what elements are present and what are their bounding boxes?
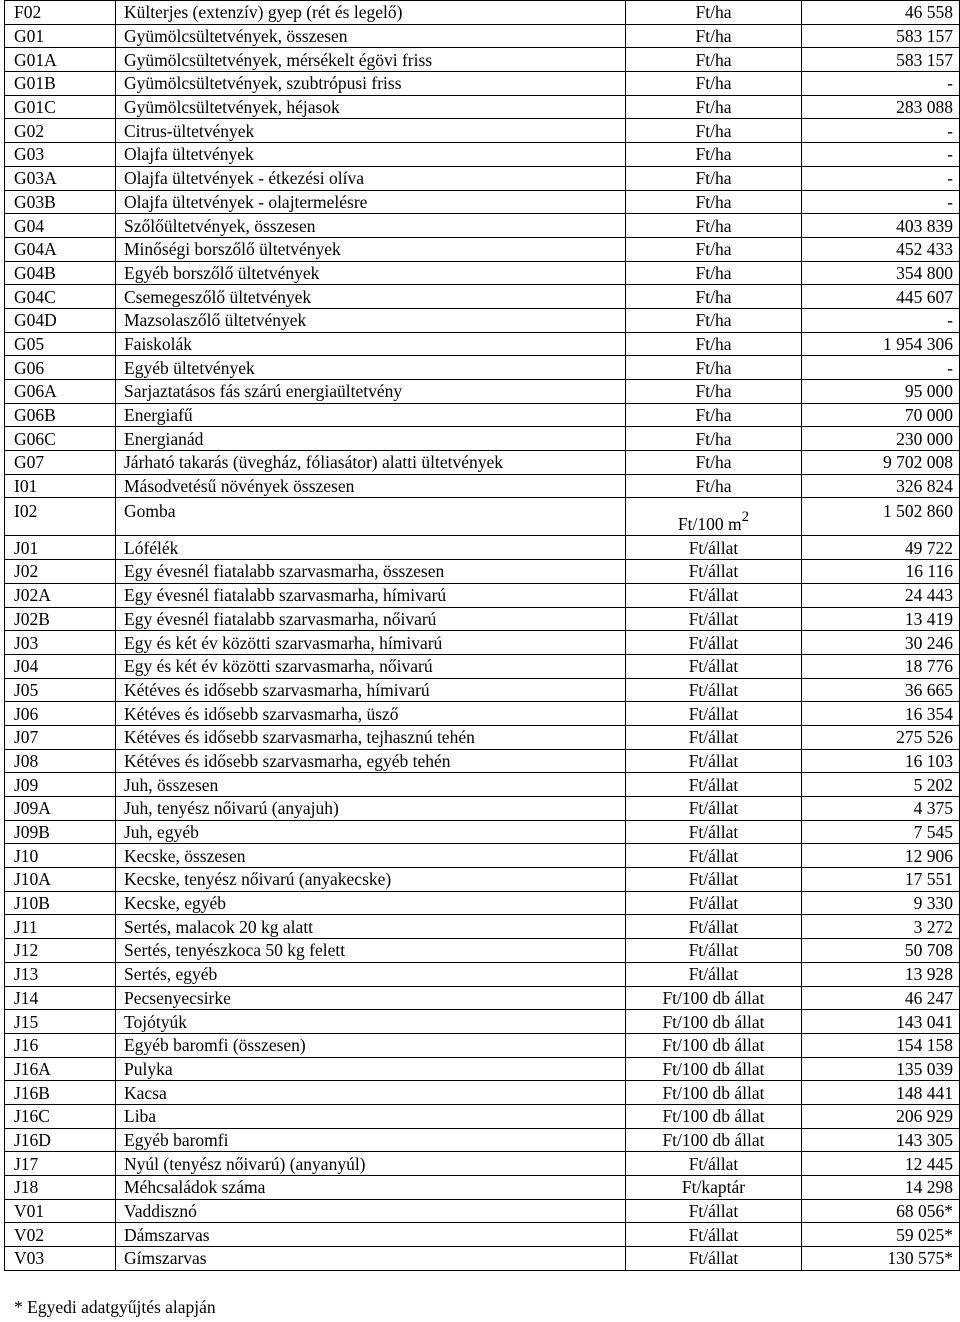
row-value-cell: - [802, 72, 960, 96]
row-unit-cell: Ft/állat [626, 560, 802, 584]
row-name-cell: Egy évesnél fiatalabb szarvasmarha, hímivarú [116, 583, 626, 607]
row-unit-cell: Ft/állat [626, 1152, 802, 1176]
row-unit-cell: Ft/100 db állat [626, 1081, 802, 1105]
row-value-cell: 46 247 [802, 986, 960, 1010]
row-code-cell: J16D [5, 1128, 116, 1152]
row-code-cell: G03B [5, 190, 116, 214]
table-row [5, 214, 960, 238]
row-value-cell: 12 445 [802, 1152, 960, 1176]
row-name-cell: Olajfa ültetvények [116, 143, 626, 167]
table-row [5, 1081, 960, 1105]
row-unit-cell: Ft/állat [626, 962, 802, 986]
table-row [5, 285, 960, 309]
row-unit-cell: Ft/ha [626, 308, 802, 332]
row-name-cell: Pulyka [116, 1057, 626, 1081]
row-name-cell: Kétéves és idősebb szarvasmarha, üsző [116, 702, 626, 726]
row-value-cell: 30 246 [802, 631, 960, 655]
row-name-cell: Lófélék [116, 536, 626, 560]
footnote: * Egyedi adatgyűjtés alapján [14, 1297, 216, 1317]
table-row [5, 654, 960, 678]
table-row [5, 356, 960, 380]
row-value-cell: - [802, 308, 960, 332]
row-unit-cell: Ft/ha [626, 143, 802, 167]
row-value-cell: 1 954 306 [802, 332, 960, 356]
row-code-cell: G04C [5, 285, 116, 309]
row-code-cell: G05 [5, 332, 116, 356]
row-code-cell: V02 [5, 1223, 116, 1247]
table-row [5, 48, 960, 72]
row-name-cell: Egy és két év közötti szarvasmarha, hímivarú [116, 631, 626, 655]
table-row [5, 797, 960, 821]
row-value-cell: 7 545 [802, 820, 960, 844]
row-code-cell: G04D [5, 308, 116, 332]
table-row [5, 702, 960, 726]
row-unit-cell: Ft/állat [626, 915, 802, 939]
row-code-cell: J11 [5, 915, 116, 939]
row-name-cell: Sertés, egyéb [116, 962, 626, 986]
table-row [5, 1247, 960, 1271]
row-unit-cell: Ft/állat [626, 797, 802, 821]
row-unit-cell: Ft/ha [626, 356, 802, 380]
row-value-cell: 283 088 [802, 95, 960, 119]
row-value-cell: 275 526 [802, 725, 960, 749]
row-value-cell: - [802, 190, 960, 214]
row-unit-cell: Ft/ha [626, 261, 802, 285]
row-code-cell: G06B [5, 403, 116, 427]
row-unit-cell: Ft/kaptár [626, 1176, 802, 1200]
row-name-cell: Olajfa ültetvények - olajtermelésre [116, 190, 626, 214]
row-code-cell: G06C [5, 427, 116, 451]
row-unit-cell: Ft/ha [626, 285, 802, 309]
row-name-cell: Mazsolaszőlő ültetvények [116, 308, 626, 332]
row-name-cell: Egy évesnél fiatalabb szarvasmarha, összesen [116, 560, 626, 584]
row-unit-cell: Ft/ha [626, 451, 802, 475]
table-row [5, 72, 960, 96]
row-unit-cell: Ft/állat [626, 773, 802, 797]
row-name-cell: Gomba [116, 498, 626, 536]
table-row [5, 607, 960, 631]
row-code-cell: V03 [5, 1247, 116, 1271]
row-name-cell: Egyéb baromfi [116, 1128, 626, 1152]
table-row [5, 820, 960, 844]
row-value-cell: 403 839 [802, 214, 960, 238]
table-row [5, 560, 960, 584]
row-name-cell: Csemegeszőlő ültetvények [116, 285, 626, 309]
row-name-cell: Minőségi borszőlő ültetvények [116, 237, 626, 261]
row-code-cell: G01 [5, 24, 116, 48]
row-name-cell: Energianád [116, 427, 626, 451]
row-value-cell: 13 928 [802, 962, 960, 986]
row-code-cell: G03A [5, 166, 116, 190]
row-name-cell: Külterjes (extenzív) gyep (rét és legelő) [116, 1, 626, 25]
row-code-cell: I02 [5, 498, 116, 536]
row-value-cell: 143 041 [802, 1010, 960, 1034]
row-name-cell: Kecske, egyéb [116, 891, 626, 915]
row-code-cell: J03 [5, 631, 116, 655]
row-value-cell: 9 330 [802, 891, 960, 915]
standard-output-table [4, 0, 960, 1271]
row-code-cell: G01A [5, 48, 116, 72]
table-row [5, 95, 960, 119]
row-value-cell: 13 419 [802, 607, 960, 631]
table-row [5, 1128, 960, 1152]
row-name-cell: Kétéves és idősebb szarvasmarha, egyéb tehén [116, 749, 626, 773]
row-code-cell: J02B [5, 607, 116, 631]
row-value-cell: - [802, 356, 960, 380]
row-code-cell: J06 [5, 702, 116, 726]
row-value-cell: 36 665 [802, 678, 960, 702]
table-row [5, 1152, 960, 1176]
table-row [5, 237, 960, 261]
row-code-cell: J04 [5, 654, 116, 678]
row-name-cell: Pecsenyecsirke [116, 986, 626, 1010]
table-row [5, 749, 960, 773]
row-unit-cell: Ft/100 db állat [626, 1104, 802, 1128]
row-value-cell: 95 000 [802, 380, 960, 404]
row-unit-cell: Ft/állat [626, 844, 802, 868]
row-value-cell: 70 000 [802, 403, 960, 427]
row-name-cell: Citrus-ültetvények [116, 119, 626, 143]
row-name-cell: Energiafű [116, 403, 626, 427]
row-value-cell: 230 000 [802, 427, 960, 451]
row-unit-cell: Ft/ha [626, 332, 802, 356]
table-row [5, 868, 960, 892]
row-unit-cell: Ft/állat [626, 702, 802, 726]
table-row [5, 1223, 960, 1247]
table-row [5, 1, 960, 25]
row-unit-cell: Ft/állat [626, 678, 802, 702]
row-name-cell: Kétéves és idősebb szarvasmarha, tejhasznú tehén [116, 725, 626, 749]
row-name-cell: Sertés, malacok 20 kg alatt [116, 915, 626, 939]
row-code-cell: J10B [5, 891, 116, 915]
row-value-cell: 18 776 [802, 654, 960, 678]
row-unit-cell: Ft/állat [626, 749, 802, 773]
table-row [5, 498, 960, 536]
row-unit-cell: Ft/100 db állat [626, 1033, 802, 1057]
row-code-cell: J14 [5, 986, 116, 1010]
row-unit-cell: Ft/100 db állat [626, 986, 802, 1010]
row-unit-cell [626, 498, 802, 536]
row-code-cell: G06A [5, 380, 116, 404]
table-row [5, 962, 960, 986]
table-row [5, 583, 960, 607]
unit-text: Ft/100 m [677, 514, 742, 535]
table-row [5, 24, 960, 48]
row-code-cell: J09A [5, 797, 116, 821]
row-unit-cell: Ft/ha [626, 237, 802, 261]
row-value-cell: 49 722 [802, 536, 960, 560]
table-row [5, 1176, 960, 1200]
row-unit-cell: Ft/ha [626, 95, 802, 119]
row-value-cell: - [802, 119, 960, 143]
row-code-cell: J02 [5, 560, 116, 584]
row-unit-cell: Ft/állat [626, 868, 802, 892]
row-code-cell: J10 [5, 844, 116, 868]
row-value-cell: 12 906 [802, 844, 960, 868]
row-unit-cell: Ft/ha [626, 119, 802, 143]
row-name-cell: Méhcsaládok száma [116, 1176, 626, 1200]
row-unit-cell: Ft/ha [626, 190, 802, 214]
row-unit-cell: Ft/állat [626, 631, 802, 655]
row-value-cell: 16 354 [802, 702, 960, 726]
row-unit-cell: Ft/állat [626, 654, 802, 678]
row-name-cell: Nyúl (tenyész nőivarú) (anyanyúl) [116, 1152, 626, 1176]
row-value-cell: 143 305 [802, 1128, 960, 1152]
table-row [5, 451, 960, 475]
table-row [5, 725, 960, 749]
row-value-cell: 135 039 [802, 1057, 960, 1081]
row-name-cell: Faiskolák [116, 332, 626, 356]
row-code-cell: V01 [5, 1199, 116, 1223]
row-value-cell: 46 558 [802, 1, 960, 25]
row-value-cell: 16 103 [802, 749, 960, 773]
row-name-cell: Gyümölcsültetvények, héjasok [116, 95, 626, 119]
row-unit-cell: Ft/ha [626, 403, 802, 427]
row-name-cell: Gyümölcsültetvények, összesen [116, 24, 626, 48]
row-name-cell: Egy évesnél fiatalabb szarvasmarha, nőivarú [116, 607, 626, 631]
row-code-cell: G06 [5, 356, 116, 380]
row-value-cell: 68 056* [802, 1199, 960, 1223]
row-code-cell: G04A [5, 237, 116, 261]
row-code-cell: J16C [5, 1104, 116, 1128]
row-name-cell: Sarjaztatásos fás szárú energiaültetvény [116, 380, 626, 404]
row-value-cell: 5 202 [802, 773, 960, 797]
row-code-cell: G04B [5, 261, 116, 285]
row-code-cell: J10A [5, 868, 116, 892]
row-value-cell: 16 116 [802, 560, 960, 584]
row-code-cell: G07 [5, 451, 116, 475]
row-value-cell: 14 298 [802, 1176, 960, 1200]
row-unit-cell: Ft/100 db állat [626, 1010, 802, 1034]
table-row [5, 986, 960, 1010]
row-name-cell: Kecske, tenyész nőivarú (anyakecske) [116, 868, 626, 892]
row-value-cell: 9 702 008 [802, 451, 960, 475]
row-name-cell: Juh, tenyész nőivarú (anyajuh) [116, 797, 626, 821]
row-value-cell: 154 158 [802, 1033, 960, 1057]
row-name-cell: Kecske, összesen [116, 844, 626, 868]
row-value-cell: 24 443 [802, 583, 960, 607]
row-name-cell: Vaddisznó [116, 1199, 626, 1223]
row-unit-cell: Ft/állat [626, 583, 802, 607]
row-code-cell: J05 [5, 678, 116, 702]
row-name-cell: Tojótyúk [116, 1010, 626, 1034]
row-value-cell: 4 375 [802, 797, 960, 821]
table-row [5, 939, 960, 963]
row-code-cell: G02 [5, 119, 116, 143]
row-value-cell: 3 272 [802, 915, 960, 939]
table-row [5, 474, 960, 498]
table-row [5, 427, 960, 451]
row-unit-cell: Ft/ha [626, 380, 802, 404]
row-name-cell: Egyéb borszőlő ültetvények [116, 261, 626, 285]
row-value-cell: 583 157 [802, 24, 960, 48]
row-code-cell: J18 [5, 1176, 116, 1200]
row-unit-cell: Ft/ha [626, 214, 802, 238]
table-row [5, 844, 960, 868]
row-name-cell: Gímszarvas [116, 1247, 626, 1271]
row-name-cell: Egyéb ültetvények [116, 356, 626, 380]
row-value-cell: 354 800 [802, 261, 960, 285]
row-name-cell: Gyümölcsültetvények, mérsékelt égövi friss [116, 48, 626, 72]
row-value-cell: 130 575* [802, 1247, 960, 1271]
row-value-cell: 583 157 [802, 48, 960, 72]
table-row [5, 403, 960, 427]
row-code-cell: G01B [5, 72, 116, 96]
table-row [5, 380, 960, 404]
row-unit-cell: Ft/ha [626, 48, 802, 72]
table-row [5, 1104, 960, 1128]
table-row [5, 678, 960, 702]
unit-exponent: 2 [741, 508, 750, 525]
row-unit-cell: Ft/ha [626, 72, 802, 96]
row-unit-cell: Ft/ha [626, 474, 802, 498]
table-row [5, 1057, 960, 1081]
row-code-cell: G04 [5, 214, 116, 238]
table-row [5, 308, 960, 332]
row-name-cell: Egy és két év közötti szarvasmarha, nőivarú [116, 654, 626, 678]
table-row [5, 915, 960, 939]
row-code-cell: G01C [5, 95, 116, 119]
table-row [5, 631, 960, 655]
row-unit-cell: Ft/állat [626, 536, 802, 560]
row-unit-cell: Ft/állat [626, 820, 802, 844]
row-unit-cell: Ft/100 db állat [626, 1128, 802, 1152]
table-body [5, 1, 960, 1271]
row-code-cell: F02 [5, 1, 116, 25]
row-unit-cell: Ft/állat [626, 1199, 802, 1223]
table-row [5, 261, 960, 285]
row-code-cell: J16B [5, 1081, 116, 1105]
row-value-cell: 1 502 860 [802, 498, 960, 536]
row-name-cell: Szőlőültetvények, összesen [116, 214, 626, 238]
row-code-cell: J02A [5, 583, 116, 607]
row-unit-cell: Ft/állat [626, 1223, 802, 1247]
row-unit-cell: Ft/állat [626, 607, 802, 631]
row-code-cell: J08 [5, 749, 116, 773]
row-unit-cell: Ft/ha [626, 24, 802, 48]
row-unit-cell: Ft/100 db állat [626, 1057, 802, 1081]
row-name-cell: Kacsa [116, 1081, 626, 1105]
row-unit-cell: Ft/ha [626, 1, 802, 25]
row-name-cell: Kétéves és idősebb szarvasmarha, hímivarú [116, 678, 626, 702]
table-row [5, 190, 960, 214]
row-code-cell: J09B [5, 820, 116, 844]
table-row [5, 119, 960, 143]
row-name-cell: Dámszarvas [116, 1223, 626, 1247]
table-row [5, 1033, 960, 1057]
row-code-cell: J17 [5, 1152, 116, 1176]
row-unit-cell: Ft/állat [626, 725, 802, 749]
row-name-cell: Juh, összesen [116, 773, 626, 797]
row-value-cell: 206 929 [802, 1104, 960, 1128]
row-name-cell: Járható takarás (üvegház, fóliasátor) alatti ültetvények [116, 451, 626, 475]
row-name-cell: Egyéb baromfi (összesen) [116, 1033, 626, 1057]
table-row [5, 773, 960, 797]
row-value-cell: - [802, 143, 960, 167]
row-unit-cell: Ft/állat [626, 1247, 802, 1271]
table-row [5, 143, 960, 167]
table-row [5, 891, 960, 915]
row-value-cell: 452 433 [802, 237, 960, 261]
row-code-cell: J16 [5, 1033, 116, 1057]
row-name-cell: Másodvetésű növények összesen [116, 474, 626, 498]
table-row [5, 166, 960, 190]
row-code-cell: J16A [5, 1057, 116, 1081]
row-name-cell: Sertés, tenyészkoca 50 kg felett [116, 939, 626, 963]
row-unit-cell: Ft/ha [626, 166, 802, 190]
row-value-cell: 59 025* [802, 1223, 960, 1247]
row-value-cell: - [802, 166, 960, 190]
row-name-cell: Gyümölcsültetvények, szubtrópusi friss [116, 72, 626, 96]
row-value-cell: 50 708 [802, 939, 960, 963]
row-code-cell: J15 [5, 1010, 116, 1034]
table-row [5, 1199, 960, 1223]
row-unit-cell: Ft/ha [626, 427, 802, 451]
row-code-cell: J01 [5, 536, 116, 560]
row-value-cell: 326 824 [802, 474, 960, 498]
table-row [5, 536, 960, 560]
row-unit-cell: Ft/állat [626, 891, 802, 915]
row-code-cell: J13 [5, 962, 116, 986]
row-code-cell: J12 [5, 939, 116, 963]
row-name-cell: Liba [116, 1104, 626, 1128]
row-code-cell: G03 [5, 143, 116, 167]
row-name-cell: Olajfa ültetvények - étkezési olíva [116, 166, 626, 190]
row-unit-cell: Ft/állat [626, 939, 802, 963]
table-row [5, 332, 960, 356]
row-code-cell: J07 [5, 725, 116, 749]
row-name-cell: Juh, egyéb [116, 820, 626, 844]
row-code-cell: J09 [5, 773, 116, 797]
row-value-cell: 148 441 [802, 1081, 960, 1105]
row-value-cell: 445 607 [802, 285, 960, 309]
row-value-cell: 17 551 [802, 868, 960, 892]
row-code-cell: I01 [5, 474, 116, 498]
table-row [5, 1010, 960, 1034]
